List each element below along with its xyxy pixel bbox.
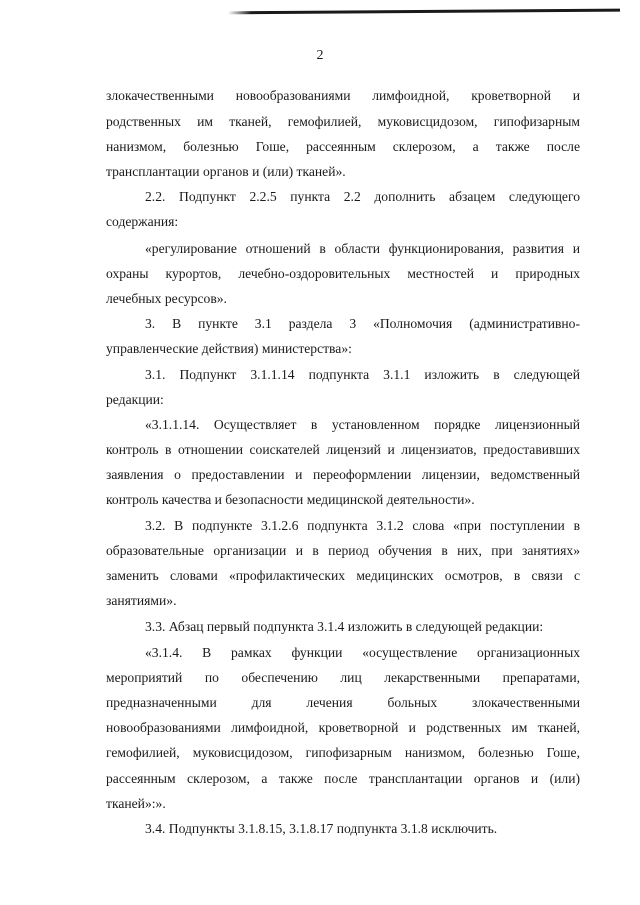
text-line: злокачественными новообразованиями лимфоидной, кроветворной и xyxy=(106,88,580,103)
text-line: занятиями». xyxy=(106,593,177,608)
text-line: «регулирование отношений в области функционирования, развития и xyxy=(145,241,580,256)
text-line: гемофилией, муковисцидозом, гипофизарным нанизмом, болезнью Гоше, xyxy=(106,745,580,760)
text-line: родственных им тканей, гемофилией, муковисцидозом, гипофизарным xyxy=(106,114,580,129)
text-line: тканей»:». xyxy=(106,796,166,811)
text-line: контроль качества и безопасности медицинской деятельности». xyxy=(106,492,475,507)
text-line: лечебных ресурсов». xyxy=(106,291,227,306)
text-line: мероприятий по обеспечению лиц лекарственными препаратами, xyxy=(106,670,580,685)
text-line: трансплантации органов и (или) тканей». xyxy=(106,164,346,179)
text-line: контроль в отношении соискателей лицензий и лицензиатов, предоставивших xyxy=(106,442,580,457)
text-line: «3.1.1.14. Осуществляет в установленном порядке лицензионный xyxy=(145,417,580,432)
text-line: предназначенными для лечения больных злокачественными xyxy=(106,695,580,710)
text-line: 3.1. Подпункт 3.1.1.14 подпункта 3.1.1 изложить в следующей xyxy=(145,367,580,382)
page-number: 2 xyxy=(316,48,324,63)
text-line: редакции: xyxy=(106,392,164,407)
text-line: 3.4. Подпункты 3.1.8.15, 3.1.8.17 подпункта 3.1.8 исключить. xyxy=(145,821,498,836)
text-line: заменить словами «профилактических медицинских осмотров, в связи с xyxy=(106,568,580,583)
text-line: нанизмом, болезнью Гоше, рассеянным склерозом, а также после xyxy=(106,139,580,154)
text-line: содержания: xyxy=(106,214,179,229)
text-line: 3.2. В подпункте 3.1.2.6 подпункта 3.1.2 слова «при поступлении в xyxy=(145,518,580,533)
text-line: новообразованиями лимфоидной, кроветворной и родственных им тканей, xyxy=(106,720,580,735)
text-line: образовательные организации и в период обучения в них, при занятиях» xyxy=(106,543,580,558)
text-line: 3. В пункте 3.1 раздела 3 «Полномочия (административно- xyxy=(145,316,580,331)
text-line: 3.3. Абзац первый подпункта 3.1.4 изложить в следующей редакции: xyxy=(145,619,544,634)
text-line: «3.1.4. В рамках функции «осуществление организационных xyxy=(145,645,580,660)
text-line: управленческие действия) министерства»: xyxy=(106,341,352,356)
text-line: заявления о предоставлении и переоформлении лицензии, ведомственный xyxy=(106,467,580,482)
text-line: охраны курортов, лечебно-оздоровительных местностей и природных xyxy=(106,266,580,281)
top-rule xyxy=(228,9,620,15)
text-line: 2.2. Подпункт 2.2.5 пункта 2.2 дополнить абзацем следующего xyxy=(145,189,580,204)
text-line: рассеянным склерозом, а также после трансплантации органов и (или) xyxy=(106,771,580,786)
